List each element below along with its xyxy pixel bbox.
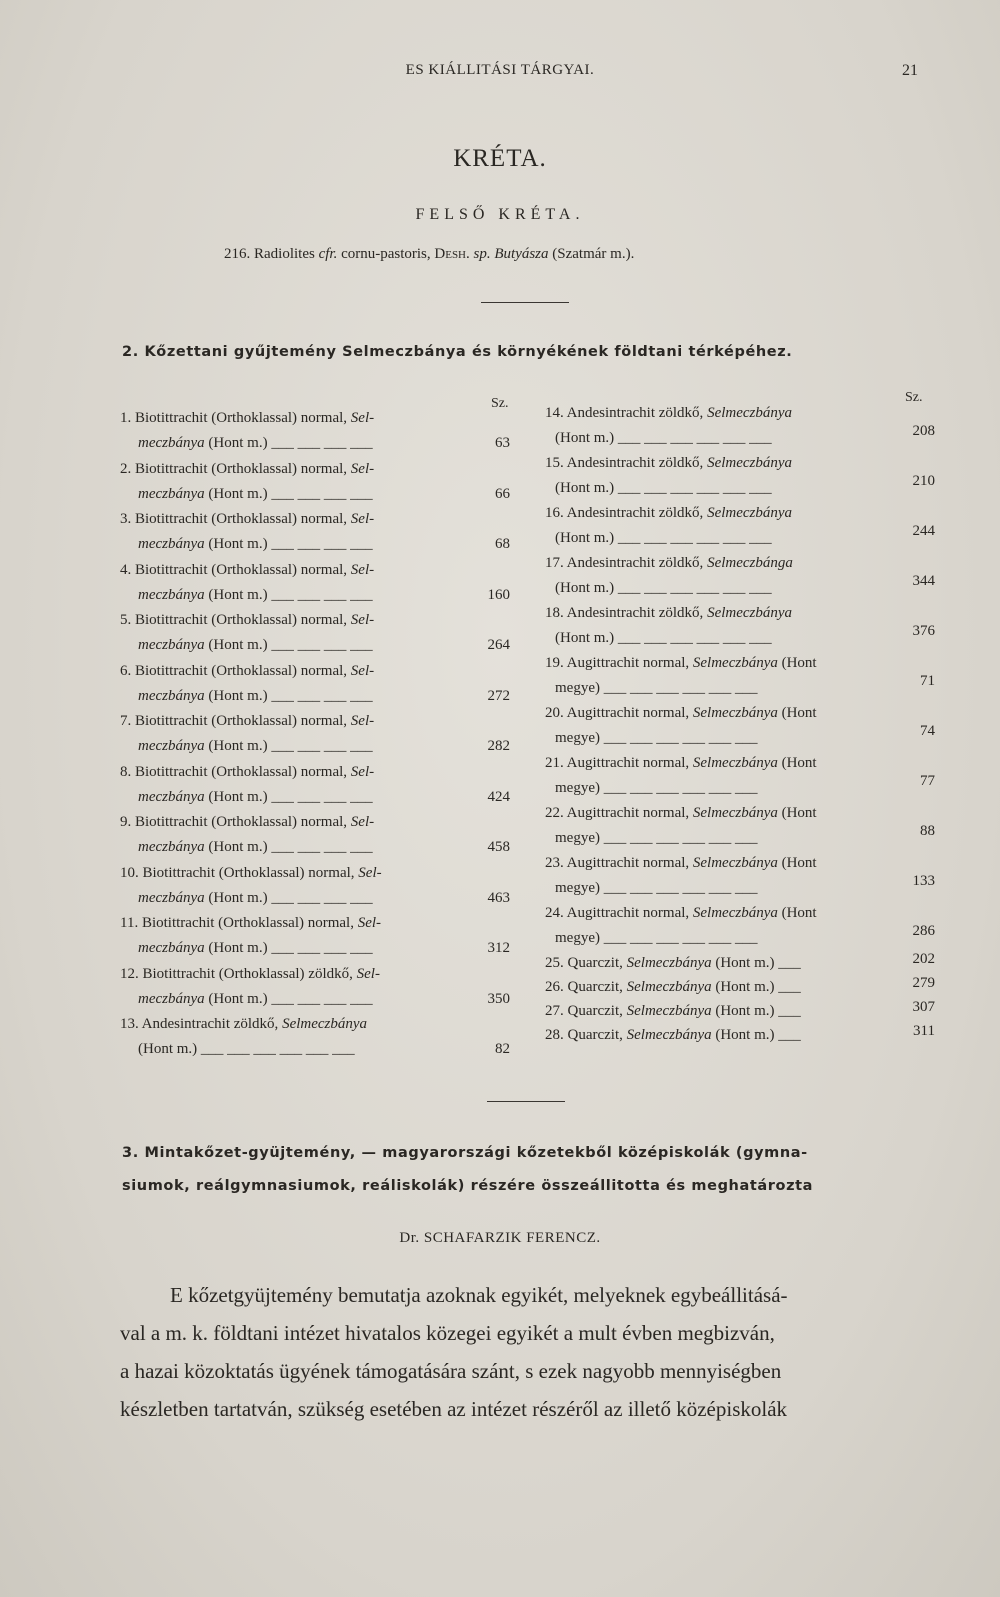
item-locality: Selmeczbánya (692, 655, 778, 671)
item-county: (Hont m.) ___ ___ ___ ___ (208, 839, 373, 855)
item-line-1 (120, 511, 374, 528)
item-number: 264 (487, 637, 510, 653)
divider-top (481, 302, 569, 303)
item-county: megye) ___ ___ ___ ___ ___ ___ (555, 930, 758, 946)
item-text: 14. Andesintrachit zöldkő, (545, 405, 708, 421)
item-number: 272 (487, 687, 510, 704)
item-number: 88 (920, 823, 935, 839)
item-county: (Hont (777, 755, 817, 771)
item-line-2 (138, 890, 373, 907)
section-3-author: Dr. SCHAFARZIK FERENCZ. (399, 1230, 601, 1246)
item-number: 311 (913, 1023, 935, 1039)
item-line-1 (120, 612, 374, 629)
item-text: 6. Biotittrachit (Orthoklassal) normal, (120, 662, 351, 679)
item-county: (Hont (777, 855, 817, 871)
item-county: (Hont m.) ___ (711, 955, 801, 971)
item-line-2 (555, 880, 757, 897)
item-locality: Selmeczbánya (692, 855, 778, 871)
item-county: (Hont m.) ___ ___ ___ ___ ___ ___ (555, 430, 772, 446)
item-line-2 (138, 839, 373, 856)
item-locality: Selmeczbánya (692, 755, 778, 771)
item-text: 7. Biotittrachit (Orthoklassal) normal, (120, 713, 351, 729)
item-text: 2. Biotittrachit (Orthoklassal) normal, (120, 460, 351, 477)
item-locality: Selmeczbánga (707, 555, 793, 571)
item-text: 19. Augittrachit normal, (545, 655, 693, 671)
item-line-1 (545, 555, 793, 572)
item-county: (Hont m.) ___ ___ ___ ___ (208, 485, 373, 502)
item-locality: meczbánya (138, 788, 209, 805)
item-number: 463 (487, 889, 510, 906)
body-line-1: E kőzetgyüjtemény bemutatja azoknak egyikét, melyeknek egybeállitásá- (170, 1283, 788, 1307)
item-line-1 (120, 713, 374, 730)
item-text: 15. Andesintrachit zöldkő, (545, 455, 708, 471)
body-line-4: készletben tartatván, szükség esetében az intézet részéről az illető középiskolák (120, 1397, 788, 1421)
item-locality: Selmeczbánya (707, 405, 793, 421)
item-line-1 (545, 705, 817, 722)
page-number: 21 (902, 62, 918, 79)
item-locality: Sel- (350, 713, 375, 729)
item-number: 350 (487, 990, 510, 1007)
item-locality: meczbánya (138, 536, 209, 552)
item-locality: Selmeczbánya (707, 605, 793, 621)
item-locality: Selmeczbánya (692, 705, 778, 721)
item-text: 12. Biotittrachit (Orthoklassal) zöldkő, (120, 965, 357, 982)
item-line-2 (555, 530, 772, 547)
item-locality: meczbánya (138, 435, 209, 451)
item-county: (Hont m.) ___ ___ ___ ___ (208, 990, 373, 1007)
item-locality: meczbánya (138, 889, 209, 906)
item-number: 77 (920, 773, 935, 789)
item-locality: Selmeczbánya (626, 979, 712, 995)
item-county: (Hont m.) ___ ___ ___ ___ ___ ___ (138, 1041, 355, 1057)
item-line-1 (120, 915, 381, 932)
item-county: (Hont m.) ___ (711, 1027, 801, 1043)
section-subtitle: FELSŐ KRÉTA. (415, 206, 585, 223)
item-county: (Hont (777, 705, 817, 721)
item-line-1 (120, 663, 374, 680)
item-line-1 (545, 979, 801, 996)
item-number: 74 (920, 723, 935, 739)
item-line-1 (545, 655, 817, 672)
item-text: 23. Augittrachit normal, (545, 855, 693, 871)
item-text: 9. Biotittrachit (Orthoklassal) normal, (120, 814, 351, 830)
section-3-heading-line1: 3. Mintakőzet-gyüjtemény, — magyarországi kőzetekből középiskolák (gymna- (122, 1145, 808, 1161)
item-number: 312 (487, 940, 510, 956)
item-line-2 (555, 480, 772, 497)
item-locality: meczbánya (138, 940, 209, 956)
item-locality: Sel- (350, 460, 375, 477)
item-line-1 (120, 1016, 367, 1033)
item-county: (Hont m.) ___ ___ ___ ___ (208, 586, 373, 603)
item-line-2 (555, 780, 757, 797)
item-text: 3. Biotittrachit (Orthoklassal) normal, (120, 511, 351, 527)
item-county: (Hont m.) ___ ___ ___ ___ (208, 738, 373, 754)
item-line-1 (545, 405, 792, 422)
item-line-2 (138, 1041, 355, 1058)
item-locality: Sel- (350, 561, 375, 578)
item-county: megye) ___ ___ ___ ___ ___ ___ (555, 880, 758, 896)
item-county: (Hont m.) ___ ___ ___ ___ (208, 940, 373, 956)
item-text: 21. Augittrachit normal, (545, 755, 693, 771)
item-line-2 (555, 930, 757, 947)
item-county: (Hont m.) ___ ___ ___ ___ (208, 889, 373, 906)
item-county: megye) ___ ___ ___ ___ ___ ___ (555, 830, 758, 846)
item-line-2 (138, 587, 373, 604)
item-number: 63 (495, 435, 510, 451)
item-locality: Sel- (350, 511, 375, 527)
item-line-2 (555, 730, 757, 747)
item-line-1 (120, 966, 380, 983)
item-number: 307 (912, 999, 935, 1015)
item-county: (Hont (777, 905, 817, 921)
item-number: 82 (495, 1041, 510, 1057)
item-locality: Selmeczbánya (692, 905, 778, 921)
item-county: (Hont m.) ___ ___ ___ ___ ___ ___ (555, 630, 772, 646)
item-text: 22. Augittrachit normal, (545, 805, 693, 821)
item-number: 344 (912, 573, 935, 589)
item-locality: Selmeczbánya (626, 1027, 712, 1043)
item-line-1 (545, 505, 792, 522)
section-2-heading: 2. Kőzettani gyűjtemény Selmeczbánya és környékének földtani térképéhez. (122, 344, 793, 360)
item-text: 26. Quarczit, (545, 979, 627, 995)
item-county: (Hont m.) ___ ___ ___ ___ ___ ___ (555, 530, 772, 546)
item-text: 1. Biotittrachit (Orthoklassal) normal, (120, 410, 351, 426)
item-text: 25. Quarczit, (545, 955, 627, 971)
item-locality: Sel- (350, 612, 375, 628)
item-line-2 (138, 435, 373, 452)
item-text: 18. Andesintrachit zöldkő, (545, 605, 708, 621)
item-county: (Hont m.) ___ ___ ___ ___ (208, 435, 373, 451)
item-number: 71 (920, 673, 935, 689)
item-county: (Hont (777, 655, 817, 671)
item-line-1 (545, 605, 792, 622)
item-locality: Sel- (358, 864, 382, 881)
item-text: 16. Andesintrachit zöldkő, (545, 505, 708, 521)
item-number: 282 (487, 738, 510, 754)
item-county: (Hont m.) ___ ___ ___ ___ (208, 536, 373, 552)
entry-216 (224, 246, 634, 263)
item-locality: Selmeczbánya (692, 805, 778, 821)
item-county: (Hont m.) ___ ___ ___ ___ (208, 687, 373, 704)
item-line-2 (138, 789, 373, 806)
item-locality: Selmeczbánya (626, 1003, 712, 1019)
item-locality: Sel- (350, 410, 375, 426)
item-locality: Sel- (350, 763, 375, 780)
item-line-2 (555, 580, 772, 597)
item-locality: Sel- (350, 662, 375, 679)
item-number: 208 (912, 423, 935, 439)
entry-216-locality: Butyásza (494, 246, 549, 262)
item-text: 28. Quarczit, (545, 1027, 627, 1043)
entry-216-suffix: (Szatmár m.). (552, 246, 635, 262)
item-text: 13. Andesintrachit zöldkő, (120, 1016, 283, 1032)
item-number: 279 (912, 975, 935, 991)
item-number: 210 (912, 473, 935, 489)
entry-216-species: cornu-pastoris, (341, 246, 431, 262)
item-county: (Hont m.) ___ (711, 1003, 801, 1019)
item-locality: Selmeczbánya (626, 955, 712, 971)
item-county: (Hont m.) ___ ___ ___ ___ (208, 788, 373, 805)
item-line-1 (120, 562, 374, 579)
item-locality: Sel- (356, 965, 380, 982)
item-county: (Hont m.) ___ ___ ___ ___ ___ ___ (555, 480, 772, 496)
item-county: (Hont m.) ___ (711, 979, 801, 995)
item-line-1 (120, 814, 374, 831)
item-number: 68 (495, 536, 510, 552)
item-locality: Sel- (357, 915, 382, 931)
item-line-2 (138, 536, 373, 553)
item-line-1 (545, 855, 817, 872)
sz-label-left: Sz. (491, 396, 509, 411)
item-number: 376 (912, 623, 935, 639)
item-text: 17. Andesintrachit zöldkő, (545, 555, 708, 571)
item-locality: Selmeczbánya (282, 1016, 368, 1032)
item-number: 66 (495, 485, 510, 502)
item-county: (Hont (777, 805, 817, 821)
running-head: ES KIÁLLITÁSI TÁRGYAI. (405, 62, 595, 78)
item-line-2 (138, 688, 373, 705)
item-line-1 (120, 865, 382, 882)
item-text: 8. Biotittrachit (Orthoklassal) normal, (120, 763, 351, 780)
item-locality: Sel- (350, 814, 375, 830)
item-line-1 (545, 1003, 801, 1020)
item-number: 160 (487, 586, 510, 603)
entry-216-sp: sp. (473, 246, 491, 262)
item-text: 11. Biotittrachit (Orthoklassal) normal, (120, 915, 358, 931)
item-locality: meczbánya (138, 687, 209, 704)
item-locality: meczbánya (138, 637, 209, 653)
item-number: 202 (912, 951, 935, 967)
divider-mid (487, 1101, 565, 1102)
entry-216-author: Desh. (434, 246, 470, 262)
item-county: megye) ___ ___ ___ ___ ___ ___ (555, 730, 758, 746)
section-3-heading-line2: siumok, reálgymnasiumok, reáliskolák) részére összeállitotta és meghatározta (122, 1178, 814, 1194)
item-locality: meczbánya (138, 839, 209, 855)
item-line-2 (138, 940, 373, 957)
item-locality: meczbánya (138, 586, 209, 603)
item-line-1 (545, 755, 817, 772)
item-line-1 (545, 955, 801, 972)
item-text: 24. Augittrachit normal, (545, 905, 693, 921)
item-text: 10. Biotittrachit (Orthoklassal) normal, (120, 864, 359, 881)
item-county: megye) ___ ___ ___ ___ ___ ___ (555, 680, 758, 696)
item-text: 4. Biotittrachit (Orthoklassal) normal, (120, 561, 351, 578)
item-locality: Selmeczbánya (707, 455, 793, 471)
item-line-2 (138, 738, 373, 755)
item-line-2 (138, 486, 373, 503)
item-locality: meczbánya (138, 485, 209, 502)
body-line-3: a hazai közoktatás ügyének támogatására szánt, s ezek nagyobb mennyiségben (120, 1359, 782, 1383)
item-line-1 (545, 805, 817, 822)
chapter-title: KRÉTA. (453, 145, 547, 172)
item-text: 5. Biotittrachit (Orthoklassal) normal, (120, 612, 351, 628)
item-locality: Selmeczbánya (707, 505, 793, 521)
item-number: 133 (912, 873, 935, 889)
item-line-1 (120, 764, 374, 781)
item-line-1 (120, 461, 374, 478)
item-county: (Hont m.) ___ ___ ___ ___ ___ ___ (555, 580, 772, 596)
item-line-2 (555, 830, 757, 847)
item-county: megye) ___ ___ ___ ___ ___ ___ (555, 780, 758, 796)
item-line-2 (138, 637, 373, 654)
item-county: (Hont m.) ___ ___ ___ ___ (208, 637, 373, 653)
item-text: 20. Augittrachit normal, (545, 705, 693, 721)
item-locality: meczbánya (138, 738, 209, 754)
item-line-1 (545, 905, 817, 922)
item-line-1 (545, 1027, 801, 1044)
item-number: 424 (487, 788, 510, 805)
item-number: 244 (912, 523, 935, 539)
item-line-2 (555, 430, 772, 447)
entry-216-prefix: 216. Radiolites (224, 246, 315, 262)
item-line-1 (120, 410, 374, 427)
item-line-1 (545, 455, 792, 472)
item-line-2 (555, 630, 772, 647)
item-line-2 (138, 991, 373, 1008)
item-text: 27. Quarczit, (545, 1003, 627, 1019)
item-locality: meczbánya (138, 990, 209, 1007)
entry-216-cfr: cfr. (318, 246, 338, 262)
item-line-2 (555, 680, 757, 697)
item-number: 286 (912, 923, 935, 939)
item-number: 458 (487, 839, 510, 855)
body-line-2: val a m. k. földtani intézet hivatalos közegei egyikét a mult évben megbizván, (120, 1321, 775, 1345)
sz-label-right: Sz. (905, 390, 923, 405)
